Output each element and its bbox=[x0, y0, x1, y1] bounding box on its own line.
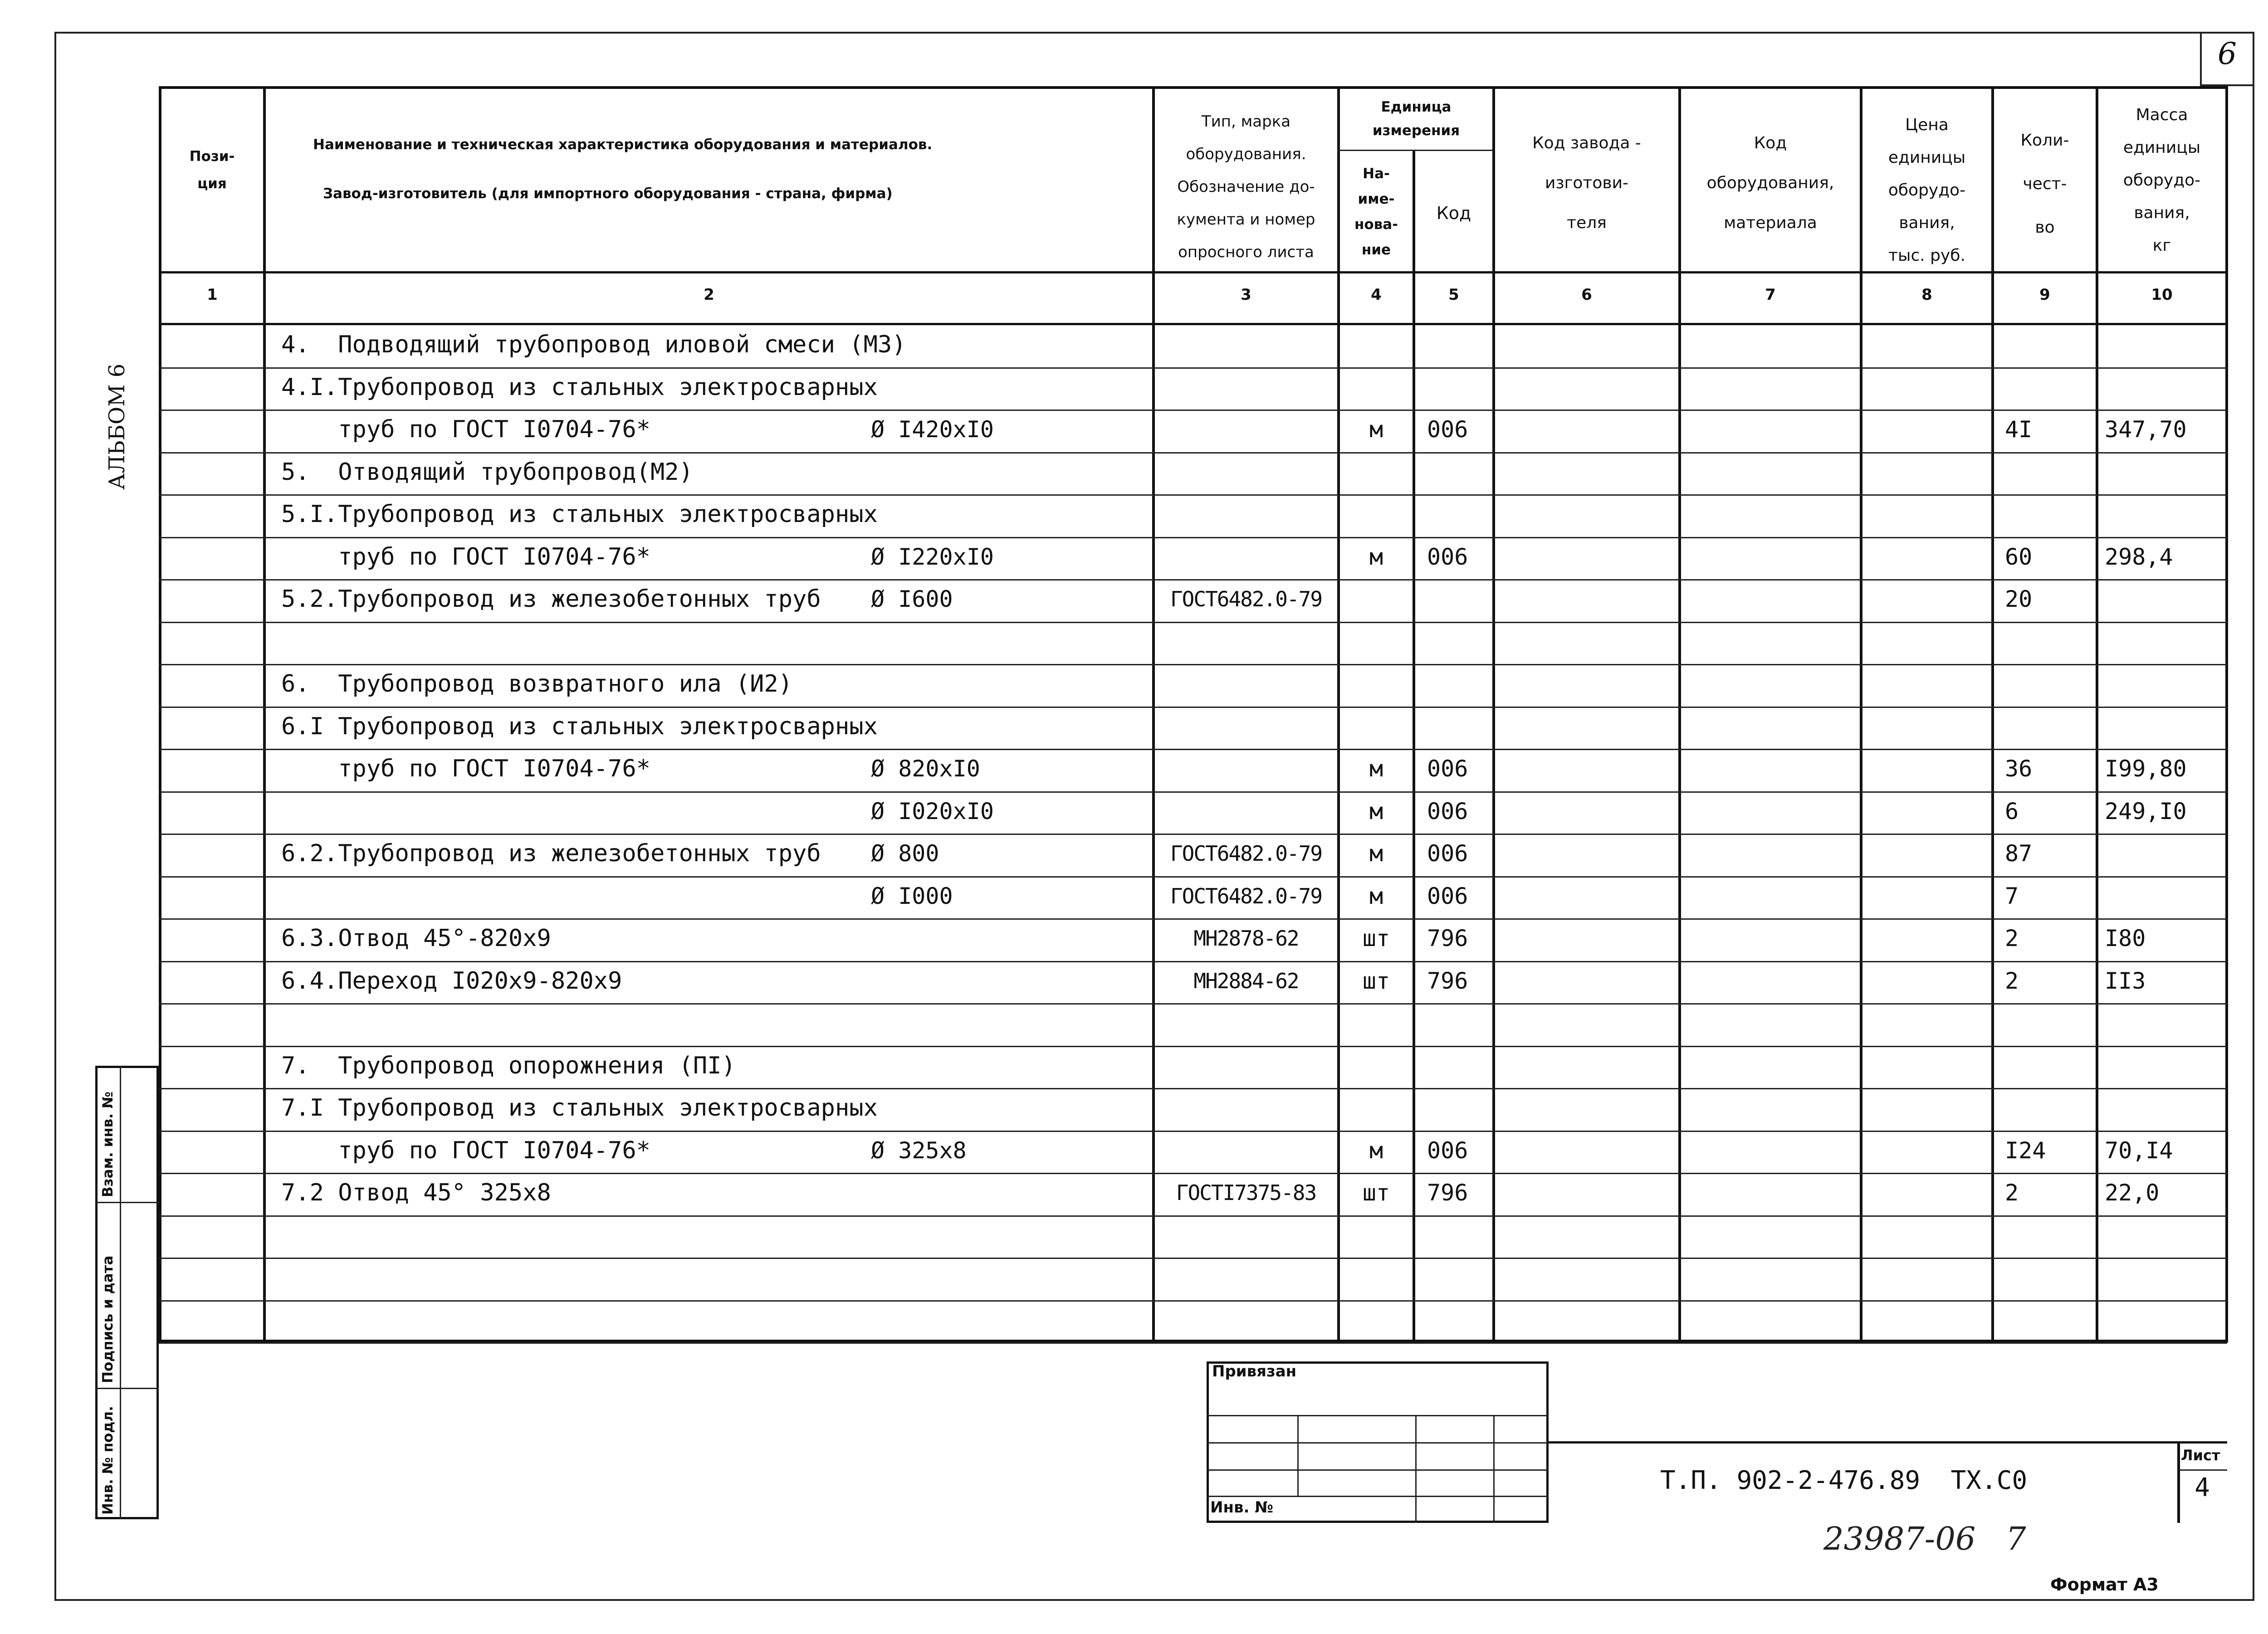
header-col1 bbox=[161, 136, 263, 204]
sheet-number: 6 bbox=[2218, 36, 2237, 71]
colnum-2: 2 bbox=[704, 286, 714, 304]
side-stamp-replace: Взам. инв. № bbox=[100, 1091, 116, 1197]
row-qty: I24 bbox=[2005, 1137, 2046, 1164]
header-col7 bbox=[1681, 123, 1860, 243]
colnum-9: 9 bbox=[2039, 286, 2050, 304]
bound-label: Привязан bbox=[1212, 1362, 1297, 1380]
header-col8-line4: вания, bbox=[1899, 214, 1955, 232]
row-name: 4.I.Трубопровод из стальных электросварных bbox=[281, 373, 878, 401]
header-col3 bbox=[1155, 105, 1337, 268]
row-qty: 7 bbox=[2005, 883, 2019, 909]
header-col6 bbox=[1495, 123, 1678, 243]
bound-line-2 bbox=[1207, 1442, 1549, 1444]
header-col1-line1: Пози- bbox=[189, 148, 235, 165]
colnum-6: 6 bbox=[1581, 286, 1592, 304]
unit-group-separator bbox=[1337, 150, 1492, 151]
table-row-line bbox=[159, 537, 2227, 538]
row-dia: Ø I020xI0 bbox=[871, 798, 994, 824]
header-col10-line2: единицы bbox=[2123, 138, 2201, 157]
header-col7-line2: оборудования, bbox=[1706, 174, 1834, 192]
table-row-line bbox=[159, 410, 2227, 411]
bound-vline-2 bbox=[1415, 1415, 1417, 1523]
col-line-4 bbox=[1413, 150, 1415, 1342]
col-line-10 bbox=[2225, 86, 2228, 1342]
side-stamp-line-2 bbox=[95, 1388, 159, 1389]
row-name: 7.2 Отвод 45° 325x8 bbox=[281, 1179, 551, 1206]
table-row-line bbox=[159, 791, 2227, 793]
header-col7-line3: материала bbox=[1724, 214, 1817, 232]
side-stamp-line-1 bbox=[95, 1202, 159, 1203]
row-qty: 87 bbox=[2005, 840, 2033, 867]
row-qty: 2 bbox=[2005, 925, 2019, 951]
header-col6-line2: изготови- bbox=[1545, 174, 1629, 192]
table-row-line bbox=[159, 1088, 2227, 1089]
table-bottom-line bbox=[159, 1340, 2227, 1342]
header-col4-line1: На- bbox=[1363, 166, 1390, 182]
header-col6-line1: Код завода - bbox=[1532, 134, 1641, 152]
row-unit: м bbox=[1369, 798, 1383, 824]
row-code: 006 bbox=[1427, 756, 1468, 782]
table-row-line bbox=[159, 749, 2227, 750]
header-col10 bbox=[2098, 99, 2225, 262]
bound-line-4 bbox=[1207, 1496, 1549, 1497]
colnum-10: 10 bbox=[2151, 286, 2173, 304]
row-code: 006 bbox=[1427, 883, 1468, 909]
row-qty: 20 bbox=[2005, 586, 2033, 612]
header-col3-line2: оборудования. bbox=[1186, 145, 1306, 163]
sheet-value: 4 bbox=[2195, 1473, 2210, 1502]
header-unit-line2: измерения bbox=[1372, 122, 1460, 139]
table-row-line bbox=[159, 961, 2227, 962]
row-name: 7.I Трубопровод из стальных электросварных bbox=[281, 1094, 878, 1122]
row-doc: МН2884-62 bbox=[1193, 968, 1299, 993]
row-doc: ГОСТ6482.0-79 bbox=[1170, 587, 1322, 611]
table-row-line bbox=[159, 452, 2227, 454]
side-stamp-inv: Инв. № подл. bbox=[100, 1406, 116, 1515]
row-dia: Ø 820xI0 bbox=[871, 756, 980, 782]
title-top-line bbox=[1549, 1441, 2227, 1444]
header-col10-line4: вания, bbox=[2134, 204, 2190, 222]
colnum-bottom-line bbox=[159, 323, 2227, 325]
header-col8-line1: Цена bbox=[1905, 116, 1949, 134]
colnum-4: 4 bbox=[1371, 286, 1382, 304]
row-code: 006 bbox=[1427, 840, 1468, 867]
header-col9-line1: Коли- bbox=[2020, 131, 2069, 150]
header-col3-line3: Обозначение до- bbox=[1177, 178, 1315, 196]
col-line-1 bbox=[263, 86, 266, 1342]
table-row-line bbox=[159, 1131, 2227, 1132]
table-row-line bbox=[159, 1046, 2227, 1047]
header-col3-line4: кумента и номер bbox=[1177, 210, 1315, 229]
side-stamp-divider bbox=[120, 1066, 121, 1519]
table-row-line bbox=[159, 1003, 2227, 1005]
row-doc: ГОСТ6482.0-79 bbox=[1170, 841, 1322, 866]
row-doc: ГОСТ6482.0-79 bbox=[1170, 883, 1322, 908]
row-name: 6.2.Трубопровод из железобетонных труб bbox=[281, 840, 821, 867]
table-row-line bbox=[159, 707, 2227, 708]
row-qty: 2 bbox=[2005, 1180, 2019, 1206]
sheet-cell-divider bbox=[2177, 1469, 2227, 1471]
bound-vline-1 bbox=[1297, 1415, 1299, 1496]
row-name: 7. Трубопровод опорожнения (ПI) bbox=[281, 1052, 736, 1079]
header-unit-group bbox=[1340, 95, 1492, 142]
col-line-9 bbox=[2096, 86, 2098, 1342]
row-name: труб по ГОСТ I0704-76* bbox=[281, 1136, 650, 1164]
header-col9-line3: во bbox=[2035, 218, 2055, 237]
table-row-line bbox=[159, 876, 2227, 878]
row-code: 796 bbox=[1427, 925, 1468, 951]
row-unit: м bbox=[1369, 543, 1383, 570]
header-col8-line3: оборудо- bbox=[1888, 181, 1966, 200]
row-unit: шт bbox=[1362, 1180, 1390, 1206]
row-dia: Ø 325x8 bbox=[871, 1137, 967, 1164]
format-label: Формат А3 bbox=[2050, 1575, 2159, 1595]
row-dia: Ø I600 bbox=[871, 586, 953, 612]
row-unit: шт bbox=[1362, 967, 1390, 994]
header-col1-line2: ция bbox=[197, 176, 227, 192]
table-row-line bbox=[159, 494, 2227, 496]
header-col2-line2: Завод-изготовитель (для импортного оборудования - страна, фирма) bbox=[323, 185, 893, 202]
row-code: 006 bbox=[1427, 416, 1468, 443]
colnum-5: 5 bbox=[1448, 286, 1459, 304]
doc-code: Т.П. 902-2-476.89 ТХ.С0 bbox=[1660, 1466, 2028, 1495]
table-row-line bbox=[159, 1215, 2227, 1217]
header-col4-line2: име- bbox=[1358, 191, 1395, 207]
row-dia: Ø I220xI0 bbox=[871, 543, 994, 570]
table-row-line bbox=[159, 664, 2227, 665]
row-dia: Ø I420xI0 bbox=[871, 416, 994, 443]
row-code: 006 bbox=[1427, 1137, 1468, 1164]
col-line-6 bbox=[1678, 86, 1681, 1342]
table-row-line bbox=[159, 1342, 2227, 1344]
row-mass: II3 bbox=[2105, 967, 2146, 994]
row-code: 006 bbox=[1427, 543, 1468, 570]
row-name: труб по ГОСТ I0704-76* bbox=[281, 755, 650, 782]
table-row-line bbox=[159, 1300, 2227, 1302]
colnum-8: 8 bbox=[1921, 286, 1932, 304]
header-col8-line5: тыс. руб. bbox=[1888, 246, 1965, 265]
table-row-line bbox=[159, 1173, 2227, 1174]
row-mass: 22,0 bbox=[2105, 1180, 2160, 1206]
header-col7-line1: Код bbox=[1754, 134, 1787, 152]
row-doc: МН2878-62 bbox=[1193, 926, 1299, 951]
table-row-line bbox=[159, 1258, 2227, 1259]
header-col3-line1: Тип, марка bbox=[1201, 112, 1291, 131]
sheet-label: Лист bbox=[2181, 1447, 2220, 1464]
row-name: 4. Подводящий трубопровод иловой смеси (М3) bbox=[281, 331, 906, 358]
row-mass: 298,4 bbox=[2105, 543, 2173, 570]
header-col6-line3: теля bbox=[1567, 214, 1607, 232]
row-code: 796 bbox=[1427, 1180, 1468, 1206]
table-row-line bbox=[159, 834, 2227, 835]
header-col4-line4: ние bbox=[1361, 242, 1391, 258]
table-row-line bbox=[159, 918, 2227, 920]
row-name: труб по ГОСТ I0704-76* bbox=[281, 416, 650, 443]
header-col8 bbox=[1862, 109, 1991, 272]
bound-line-1 bbox=[1207, 1415, 1549, 1416]
row-unit: м bbox=[1369, 416, 1383, 443]
header-col3-line5: опросного листа bbox=[1178, 243, 1314, 261]
row-qty: 36 bbox=[2005, 756, 2033, 782]
album-label: АЛЬБОМ 6 bbox=[104, 363, 130, 490]
row-qty: 6 bbox=[2005, 798, 2019, 824]
row-qty: 4I bbox=[2005, 416, 2033, 443]
colnum-3: 3 bbox=[1241, 286, 1251, 304]
colnum-1: 1 bbox=[207, 286, 218, 304]
side-stamp-sign: Подпись и дата bbox=[100, 1255, 116, 1383]
row-code: 796 bbox=[1427, 967, 1468, 994]
header-col4-line3: нова- bbox=[1354, 216, 1398, 233]
col-line-7 bbox=[1860, 86, 1862, 1342]
header-col8-line2: единицы bbox=[1888, 148, 1966, 167]
header-col9 bbox=[1994, 119, 2096, 249]
row-unit: шт bbox=[1362, 925, 1390, 951]
bound-line-3 bbox=[1207, 1469, 1549, 1471]
row-name: 6.4.Переход I020x9-820x9 bbox=[281, 967, 622, 995]
row-unit: м bbox=[1369, 840, 1383, 867]
header-col4 bbox=[1340, 161, 1413, 263]
row-dia: Ø 800 bbox=[871, 840, 939, 867]
header-col10-line3: оборудо- bbox=[2123, 171, 2201, 190]
row-name: 6.3.Отвод 45°-820x9 bbox=[281, 925, 551, 952]
col-line-8 bbox=[1991, 86, 1994, 1342]
row-name: труб по ГОСТ I0704-76* bbox=[281, 543, 650, 571]
row-name: 6. Трубопровод возвратного ила (И2) bbox=[281, 670, 793, 697]
row-mass: 249,I0 bbox=[2105, 798, 2187, 824]
col-line-2 bbox=[1152, 86, 1155, 1342]
row-code: 006 bbox=[1427, 798, 1468, 824]
row-name: 6.I Трубопровод из стальных электросварных bbox=[281, 712, 878, 740]
header-col10-line1: Масса bbox=[2136, 106, 2188, 124]
table-row-line bbox=[159, 622, 2227, 623]
colnum-7: 7 bbox=[1765, 286, 1776, 304]
bound-vline-3 bbox=[1493, 1415, 1495, 1523]
inv-label: Инв. № bbox=[1210, 1498, 1274, 1517]
header-col2-line1: Наименование и техническая характеристика оборудования и материалов. bbox=[313, 137, 933, 153]
row-dia: Ø I000 bbox=[871, 883, 953, 909]
header-col10-line5: кг bbox=[2152, 236, 2171, 255]
row-name: 5.I.Трубопровод из стальных электросварных bbox=[281, 501, 878, 528]
row-mass: I80 bbox=[2105, 925, 2146, 951]
handwritten-number: 23987-06 7 bbox=[1823, 1520, 2026, 1557]
row-name: 5. Отводящий трубопровод(М2) bbox=[281, 458, 693, 486]
row-mass: I99,80 bbox=[2105, 756, 2187, 782]
row-unit: м bbox=[1369, 883, 1383, 909]
row-qty: 60 bbox=[2005, 543, 2033, 570]
row-doc: ГОСТI7375-83 bbox=[1176, 1180, 1316, 1205]
row-unit: м bbox=[1369, 1137, 1383, 1164]
row-mass: 347,70 bbox=[2105, 416, 2187, 443]
header-col9-line2: чест- bbox=[2023, 175, 2067, 193]
header-unit-line1: Единица bbox=[1381, 99, 1452, 115]
row-name: 5.2.Трубопровод из железобетонных труб bbox=[281, 585, 821, 613]
row-qty: 2 bbox=[2005, 967, 2019, 994]
table-row-line bbox=[159, 579, 2227, 580]
header-col5: Код bbox=[1436, 203, 1471, 223]
col-line-5 bbox=[1492, 86, 1495, 1342]
row-unit: м bbox=[1369, 756, 1383, 782]
table-row-line bbox=[159, 367, 2227, 369]
row-mass: 70,I4 bbox=[2105, 1137, 2173, 1164]
